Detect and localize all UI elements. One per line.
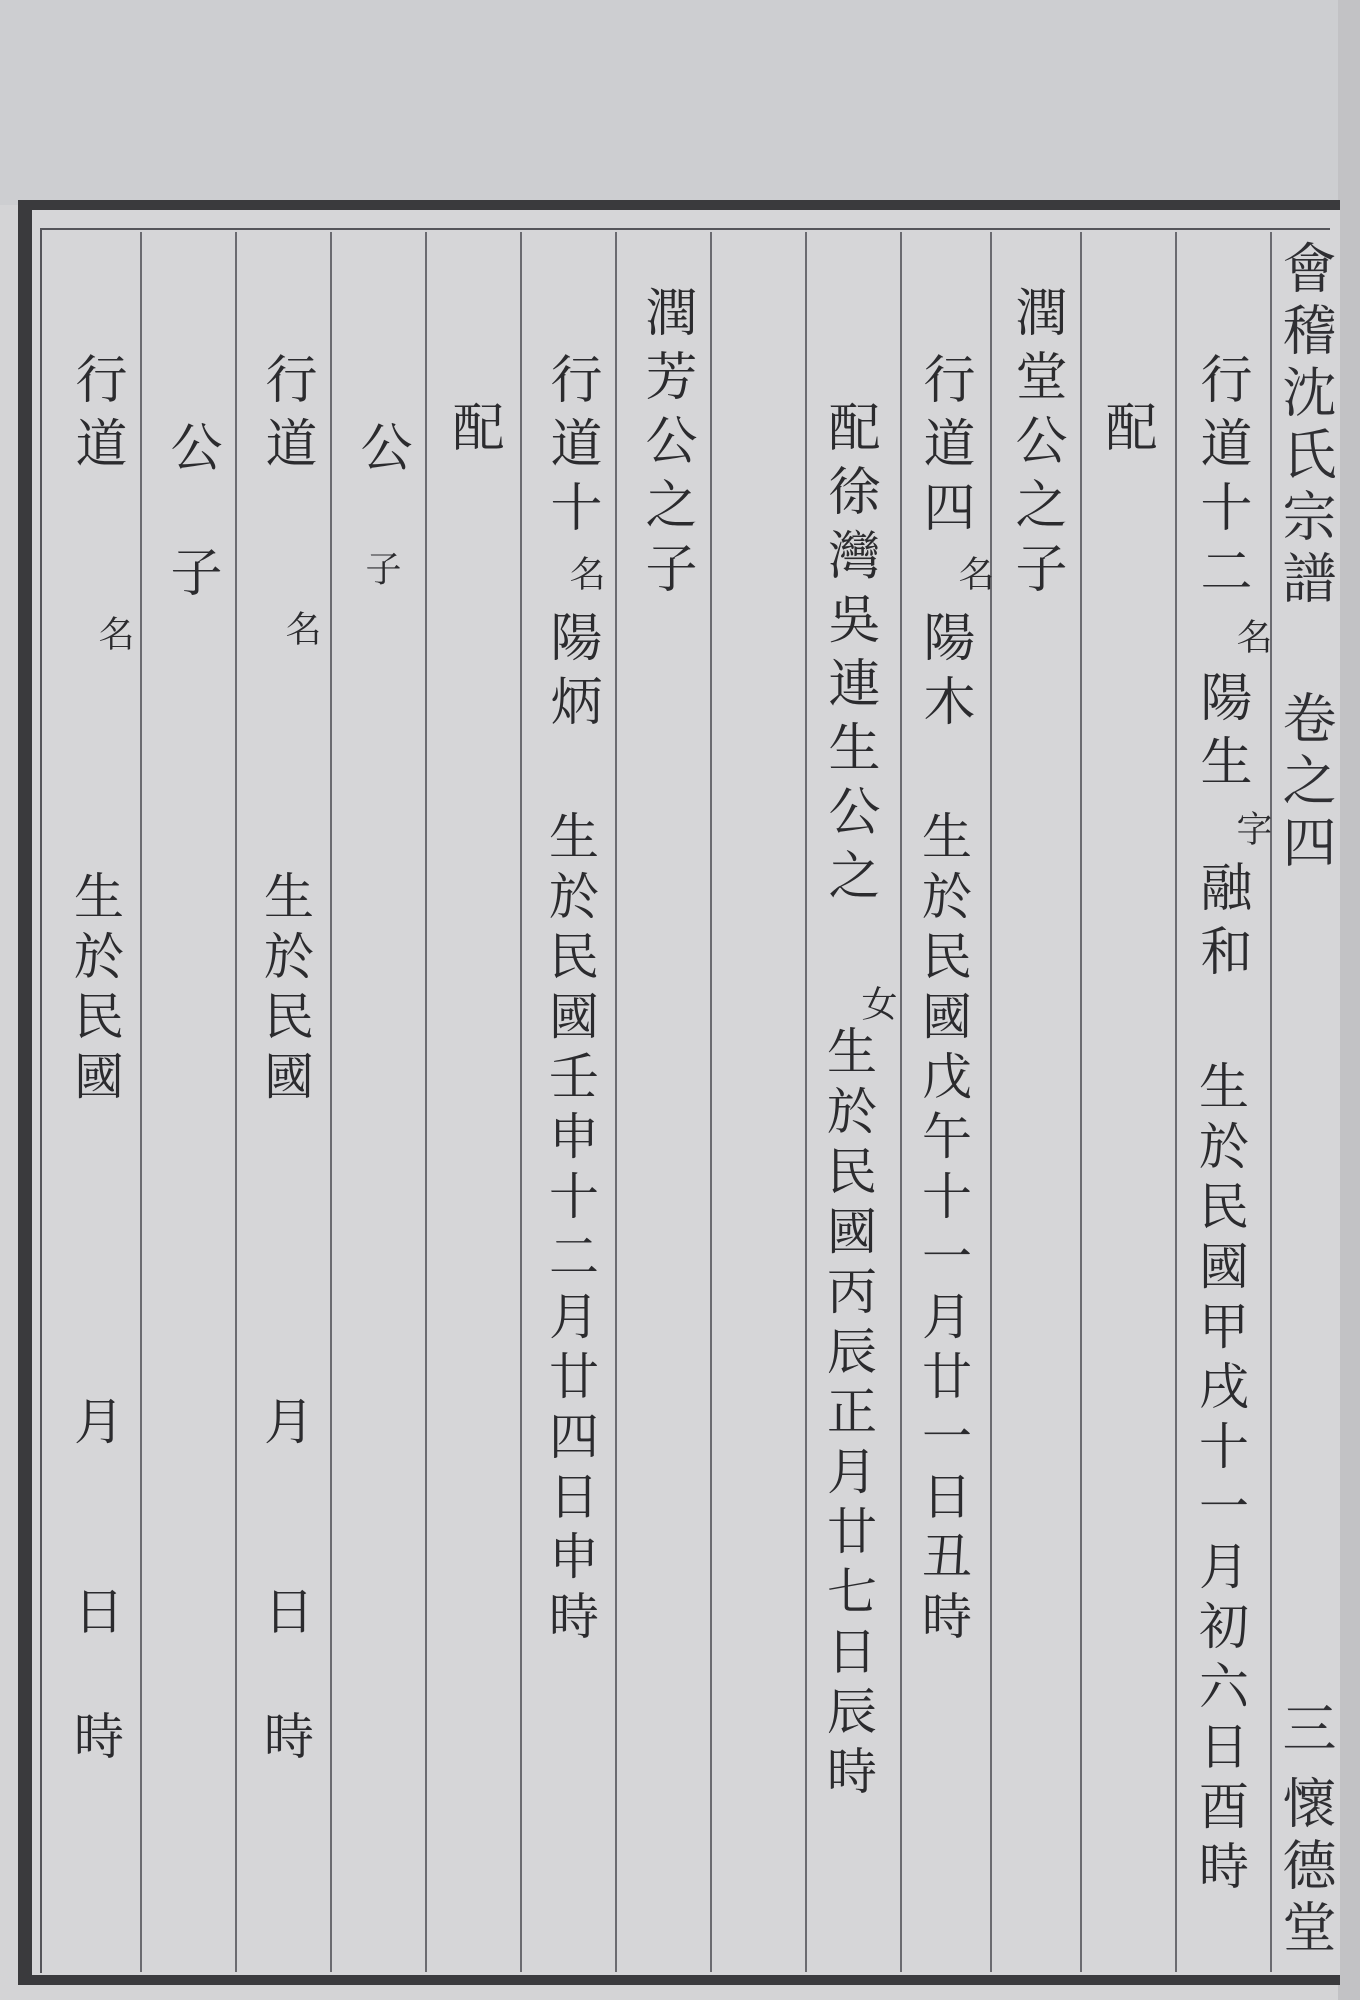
column-rule [805,232,807,1972]
column-rule [1080,232,1082,1972]
father-zi: 子 [161,545,221,609]
birth-day: 日 [66,1585,124,1645]
birth-hour: 時 [66,1710,124,1770]
entry-rank: 行道十 [541,352,601,544]
entry-rank: 行道四 [914,352,974,544]
birth-record: 生於民國甲戌十一月初六日酉時 [1191,1060,1249,1900]
leaf-number: 三 [1274,1700,1337,1762]
entry-rank: 行道 [66,352,126,480]
hall-name: 懷德堂 [1274,1775,1337,1961]
entry-name: 陽生 [1191,670,1251,798]
daughter-mark: 女 [856,985,897,1025]
birth-record: 生於民國丙辰正月廿七日辰時 [819,1025,877,1805]
birth-record: 生於民國壬申十二月廿四日申時 [541,810,599,1650]
column-rule [990,232,992,1972]
column-rule [520,232,522,1972]
birth-hour: 時 [256,1710,314,1770]
birth-day: 日 [256,1585,314,1645]
column-rule [235,232,237,1972]
birth-record: 生於民國 [66,870,124,1110]
courtesy-mark: 字 [1231,810,1272,850]
birth-month: 月 [256,1395,314,1455]
column-rule [425,232,427,1972]
father-gong: 公 [161,420,221,484]
name-mark: 名 [564,555,605,595]
entry-rank: 行道十二 [1191,352,1251,608]
column-rule [140,232,142,1972]
spouse-record: 配徐灣吳連生公之 [819,400,879,912]
binding-edge [1338,0,1360,2000]
father-gong: 公 [351,420,411,484]
book-title: 會稽沈氏宗譜 [1274,240,1337,612]
name-mark: 名 [93,615,134,655]
birth-record: 生於民國戊午十一月廿一日丑時 [914,810,972,1650]
courtesy-name: 融和 [1191,860,1251,988]
birth-record: 生於民國 [256,870,314,1110]
entry-name: 陽木 [914,610,974,738]
volume-label: 卷之四 [1274,690,1337,876]
birth-month: 月 [66,1395,124,1455]
column-rule [330,232,332,1972]
entry-rank: 行道 [256,352,316,480]
column-rule [900,232,902,1972]
name-mark: 名 [1231,618,1272,658]
page-top-margin [0,0,1342,205]
spouse-label: 配 [1096,400,1156,464]
father-line: 潤堂公之子 [1006,285,1066,605]
entry-name: 陽炳 [541,610,601,738]
column-rule [615,232,617,1972]
father-line: 潤芳公之子 [636,285,696,605]
name-mark: 名 [280,610,321,650]
column-rule [1270,232,1272,1972]
name-mark: 名 [953,555,994,595]
column-rule [1175,232,1177,1972]
father-zi: 子 [360,550,401,590]
spouse-label: 配 [443,400,503,464]
column-rule [710,232,712,1972]
